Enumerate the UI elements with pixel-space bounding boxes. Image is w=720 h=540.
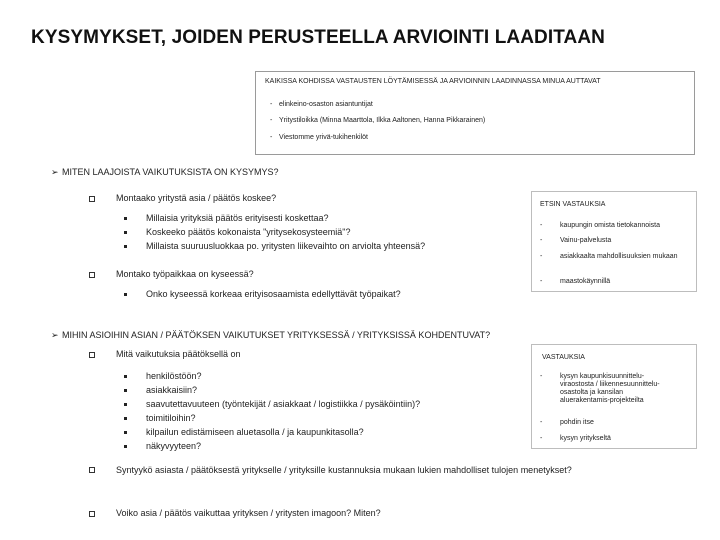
question-text: Syntyykö asiasta / päätöksestä yritykselle / yrityksille kustannuksia mukaan lukien mahdolliset tulojen menetykset? <box>116 465 572 475</box>
question-text: Montako työpaikkaa on kyseessä? <box>116 269 254 279</box>
dash-icon: - <box>540 253 543 260</box>
answers-box-title: VASTAUKSIA <box>542 354 585 361</box>
help-box-heading: KAIKISSA KOHDISSA VASTAUSTEN LÖYTÄMISESSÄ JA ARVIOINNIN LAADINNASSA MINUA AUTTAVAT <box>265 78 601 85</box>
bullet-icon <box>124 231 127 234</box>
help-item-text: elinkeino-osaston asiantuntijat <box>279 101 373 108</box>
section-heading-2 <box>51 330 490 341</box>
bullet-icon <box>124 431 127 434</box>
question-text: Montaako yritystä asia / päätös koskee? <box>116 193 277 203</box>
page-title: KYSYMYKSET, JOIDEN PERUSTEELLA ARVIOINTI LAADITAAN <box>31 27 605 48</box>
section-heading-text: MIHIN ASIOIHIN ASIAN / PÄÄTÖKSEN VAIKUTUKSET YRITYKSESSÄ / YRITYKSISSÄ KOHDENTUVAT? <box>62 330 491 340</box>
help-item <box>270 117 485 124</box>
answers-item: - kysyn yritykseltä <box>540 435 611 442</box>
help-item-text: Yritystiloikka (Minna Maarttola, Ilkka Aaltonen, Hanna Pikkarainen) <box>279 117 486 124</box>
dash-icon: - <box>540 278 543 285</box>
bullet-icon <box>124 389 127 392</box>
dash-icon: - <box>540 222 543 229</box>
list-item: Millaisia yrityksiä päätös erityisesti koskettaa? <box>146 213 329 223</box>
dash-icon: - <box>540 419 543 426</box>
sources-item: - maastokäynnillä <box>540 278 611 285</box>
list-item: Onko kyseessä korkeaa erityisosaamista edellyttävät työpaikat? <box>146 289 401 299</box>
list-item: toimitiloihin? <box>146 413 196 423</box>
list-item: Millaista suuruusluokkaa po. yritysten liikevaihto on arviolta yhteensä? <box>146 241 426 251</box>
list-item: henkilöstöön? <box>146 371 202 381</box>
answers-item: - kysyn kaupunkisuunnittelu-viraostosta / liikennesuunnittelu-osastolta ja kansilan aluerakentamis-projekteilta <box>540 373 660 404</box>
checkbox-icon <box>89 352 95 358</box>
answers-item: - pohdin itse <box>540 419 594 426</box>
dash-icon: - <box>540 237 543 244</box>
sources-box-title: ETSIN VASTAUKSIA <box>540 201 606 208</box>
dash-icon: - <box>540 435 543 442</box>
question-text: Mitä vaikutuksia päätöksellä on <box>116 349 241 359</box>
sources-box <box>531 191 697 292</box>
help-item <box>270 134 368 141</box>
sources-item: - Vainu-palvelusta <box>540 237 612 244</box>
dash-icon: - <box>540 373 543 380</box>
arrow-right-icon: ➢ <box>51 330 59 340</box>
list-item: Koskeeko päätös kokonaista "yritysekosysteemiä"? <box>146 227 351 237</box>
bullet-icon <box>124 293 127 296</box>
help-item <box>270 101 373 108</box>
section-heading-text: MITEN LAAJOISTA VAIKUTUKSISTA ON KYSYMYS? <box>62 167 279 177</box>
dash-icon: - <box>270 117 273 124</box>
help-item-text: Viestomme yrivä-tukihenkilöt <box>279 134 368 141</box>
list-item: näkyvyyteen? <box>146 441 202 451</box>
sources-item: - asiakkaalta mahdollisuuksien mukaan <box>540 253 678 260</box>
dash-icon: - <box>270 101 273 108</box>
bullet-icon <box>124 417 127 420</box>
answers-box <box>531 344 697 449</box>
arrow-right-icon: ➢ <box>51 167 59 177</box>
checkbox-icon <box>89 467 95 473</box>
question-text: Voiko asia / päätös vaikuttaa yrityksen / yritysten imagoon? Miten? <box>116 508 381 518</box>
help-box <box>255 71 695 155</box>
bullet-icon <box>124 403 127 406</box>
bullet-icon <box>124 445 127 448</box>
sources-item: - kaupungin omista tietokannoista <box>540 222 661 229</box>
bullet-icon <box>124 375 127 378</box>
bullet-icon <box>124 217 127 220</box>
list-item: saavutettavuuteen (työntekijät / asiakkaat / logistiikka / pysäköintiin)? <box>146 399 421 409</box>
section-heading-1 <box>51 167 279 178</box>
bullet-icon <box>124 245 127 248</box>
checkbox-icon <box>89 511 95 517</box>
checkbox-icon <box>89 196 95 202</box>
list-item: asiakkaisiin? <box>146 385 198 395</box>
checkbox-icon <box>89 272 95 278</box>
list-item: kilpailun edistämiseen aluetasolla / ja kaupunkitasolla? <box>146 427 364 437</box>
dash-icon: - <box>270 134 273 141</box>
